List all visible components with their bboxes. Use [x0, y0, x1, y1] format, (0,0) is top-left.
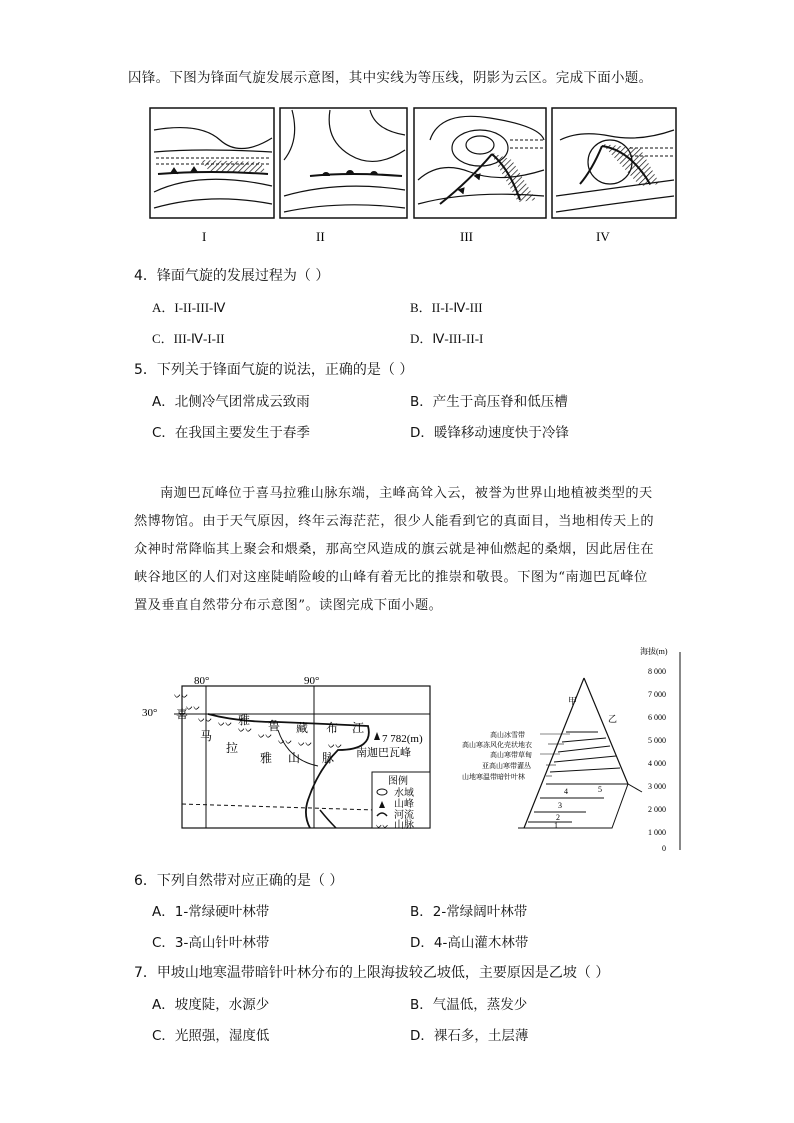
frontal-cyclone-figure [140, 100, 680, 250]
passage-line-1: 南迦巴瓦峰位于喜马拉雅山脉东端，主峰高耸入云，被誉为世界山地植被类型的天 [160, 486, 653, 501]
q5-option-b[interactable]: B．产生于高压脊和低压槽 [410, 394, 568, 410]
passage [134, 480, 664, 620]
tick-0: 0 [662, 844, 666, 853]
legend-mountain: 山脉 [394, 820, 414, 830]
range-char-4: 雅 [260, 751, 273, 765]
legend-peak: 山峰 [394, 799, 414, 810]
q6-option-c[interactable]: C．3-高山针叶林带 [152, 935, 270, 951]
tick-1000: 1 000 [648, 828, 666, 837]
passage-line-2: 然博物馆。由于天气原因，终年云海茫茫，很少人能看到它的真面目，当地相传天上的 [134, 514, 655, 529]
range-char-3: 拉 [226, 741, 239, 755]
svg-text:ᨆᨆ: ᨆᨆ [258, 731, 273, 740]
tick-6000: 6 000 [648, 713, 666, 722]
river-char-5: 江 [352, 721, 365, 735]
question-7-stem: 7．甲坡山地寒温带暗针叶林分布的上限海拔较乙坡低，主要原因是乙坡（ ） [134, 965, 610, 981]
zone-number-2: 2 [556, 813, 560, 822]
zone-number-1: 1 [554, 821, 558, 830]
svg-text:ᨆᨆ: ᨆᨆ [218, 719, 233, 728]
q4-option-d[interactable]: D．Ⅳ-III-II-I [410, 331, 484, 346]
tick-5000: 5 000 [648, 736, 666, 745]
q7-option-d[interactable]: D．裸石多，土层薄 [410, 1028, 529, 1044]
belt-label-4: 亚高山寒带灌丛 [482, 762, 531, 770]
q5-option-d[interactable]: D．暖锋移动速度快于冷锋 [410, 425, 569, 441]
panel-4 [552, 108, 676, 218]
q5-option-a[interactable]: A．北侧冷气团常成云致雨 [152, 394, 310, 410]
side-label-jia: 甲 [568, 696, 578, 706]
svg-text:ᨆᨆ: ᨆᨆ [298, 739, 313, 748]
belt-label-3: 高山寒带草甸 [490, 751, 532, 759]
river-char-3: 藏 [296, 721, 309, 735]
belt-label-5: 山地寒温带暗针叶林 [462, 773, 525, 781]
svg-text:ᨆᨆ: ᨆᨆ [186, 703, 201, 712]
q6-option-d[interactable]: D．4-高山灌木林带 [410, 935, 529, 951]
panel-label-4: IV [596, 229, 610, 244]
peak-elevation: 7 782(m) [382, 733, 423, 745]
range-char-1: 喜 [176, 707, 189, 721]
range-char-5: 山 [288, 751, 301, 765]
svg-text:ᨆᨆ: ᨆᨆ [198, 715, 213, 724]
q7-option-a[interactable]: A．坡度陡，水源少 [152, 997, 270, 1013]
range-char-2: 马 [200, 729, 213, 743]
q7-option-c[interactable]: C．光照强，湿度低 [152, 1028, 270, 1044]
legend-water: 水域 [394, 788, 414, 799]
zone-number-4: 4 [564, 787, 568, 796]
legend-title: 图例 [388, 776, 408, 787]
passage-line-3: 众神时常降临其上聚会和煨桑，那高空风造成的旗云就是神仙燃起的桑烟，因此居住在 [134, 542, 655, 557]
zone-number-5: 5 [598, 785, 602, 794]
q4-option-c[interactable]: C．III-Ⅳ-I-II [152, 331, 225, 346]
tick-8000: 8 000 [648, 667, 666, 676]
peak-icon [374, 732, 380, 740]
q5-option-c[interactable]: C．在我国主要发生于春季 [152, 425, 310, 441]
belt-label-1: 高山冰雪带 [490, 731, 525, 739]
passage-line-5: 置及垂直自然带分布示意图”。读图完成下面小题。 [134, 598, 443, 613]
peak-name: 南迦巴瓦峰 [356, 747, 411, 759]
svg-text:ᨆᨆ: ᨆᨆ [174, 691, 189, 700]
vertical-zone-profile [452, 642, 692, 854]
lat-30-label: 30° [142, 707, 158, 719]
panel-label-3: III [460, 229, 473, 244]
tick-7000: 7 000 [648, 690, 666, 699]
q4-option-a[interactable]: A．I-II-III-Ⅳ [152, 300, 226, 315]
panel-2 [280, 108, 407, 218]
panel-3 [414, 108, 546, 218]
location-map [138, 670, 440, 830]
q4-option-b[interactable]: B．II-I-Ⅳ-III [410, 300, 483, 315]
q7-option-b[interactable]: B．气温低，蒸发少 [410, 997, 528, 1013]
river-char-1: 雅 [238, 713, 251, 727]
svg-text:ᨆᨆ: ᨆᨆ [238, 725, 253, 734]
passage-line-4: 峡谷地区的人们对这座陡峭险峻的山峰有着无比的推崇和敬畏。下图为“南迦巴瓦峰位 [134, 570, 648, 585]
tick-3000: 3 000 [648, 782, 666, 791]
question-5-stem: 5．下列关于锋面气旋的说法，正确的是（ ） [134, 362, 414, 378]
lon-80-label: 80° [194, 675, 210, 687]
river-char-4: 布 [326, 721, 339, 735]
zone-number-3: 3 [558, 801, 562, 810]
legend-river: 河流 [394, 810, 414, 821]
tick-2000: 2 000 [648, 805, 666, 814]
panel-label-2: II [316, 229, 325, 244]
side-label-yi: 乙 [608, 714, 618, 724]
altitude-axis-title: 海拔(m) [640, 647, 668, 656]
q6-option-b[interactable]: B．2-常绿阔叶林带 [410, 904, 528, 920]
mountain-icon: ᨆᨆ [376, 822, 389, 830]
lon-90-label: 90° [304, 675, 320, 687]
river-char-2: 鲁 [268, 719, 281, 733]
range-char-6: 脉 [322, 751, 335, 765]
belt-label-2: 高山寒冻风化壳状地衣 [462, 741, 532, 749]
question-6-stem: 6．下列自然带对应正确的是（ ） [134, 873, 344, 889]
panel-label-1: I [202, 229, 207, 244]
panel-1 [150, 108, 274, 218]
q6-option-a[interactable]: A．1-常绿硬叶林带 [152, 904, 270, 920]
yarlung-river [208, 714, 369, 828]
question-4-stem: 4．锋面气旋的发展过程为（ ） [134, 268, 330, 284]
svg-text:ᨆᨆ: ᨆᨆ [278, 737, 293, 746]
tick-4000: 4 000 [648, 759, 666, 768]
svg-text:ᨆᨆ: ᨆᨆ [328, 741, 343, 750]
intro-line: 囚锋。下图为锋面气旋发展示意图，其中实线为等压线，阴影为云区。完成下面小题。 [128, 70, 653, 86]
